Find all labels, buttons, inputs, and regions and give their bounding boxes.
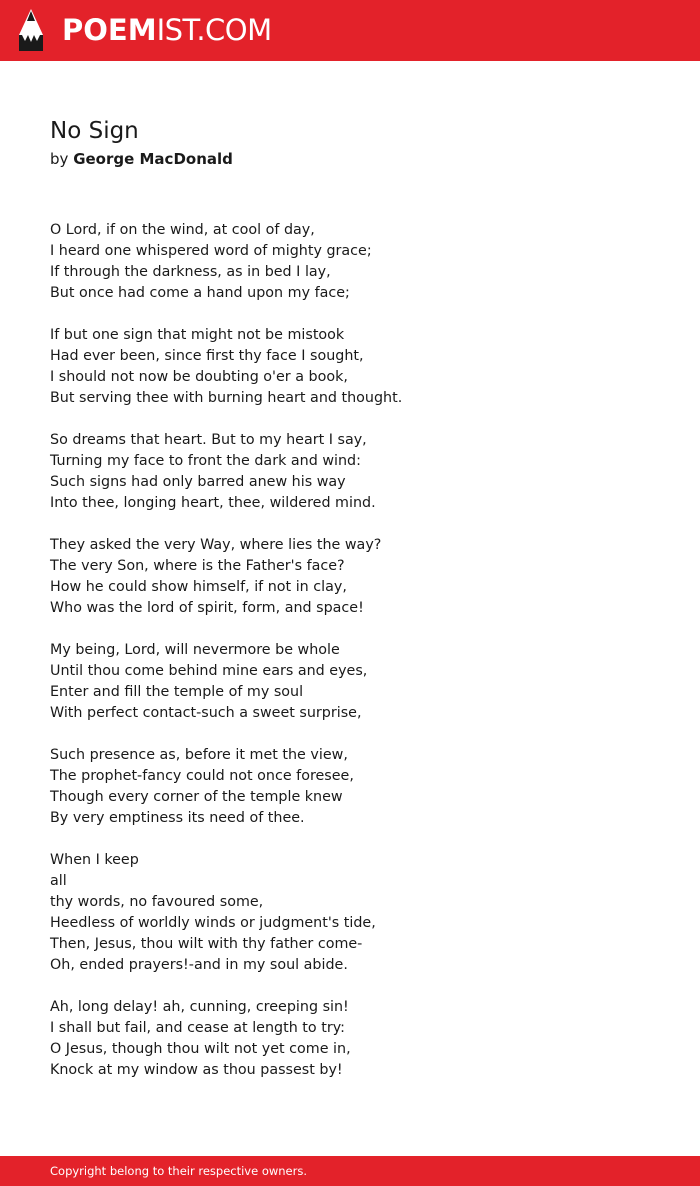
poem-line: But serving thee with burning heart and thought. bbox=[50, 390, 403, 406]
poem-line: If but one sign that might not be mistook bbox=[50, 327, 345, 343]
poem-line: By very emptiness its need of thee. bbox=[50, 810, 305, 826]
by-label: by bbox=[50, 150, 69, 168]
poem-stanza bbox=[50, 535, 650, 619]
poem-line: Turning my face to front the dark and wind: bbox=[50, 453, 361, 469]
poem-line: But once had come a hand upon my face; bbox=[50, 285, 350, 301]
poem-line: Heedless of worldly winds or judgment's tide, bbox=[50, 915, 376, 931]
logo-text-bold: POEM bbox=[62, 13, 157, 47]
poem-stanza bbox=[50, 325, 650, 409]
poem-line: Oh, ended prayers!-and in my soul abide. bbox=[50, 957, 348, 973]
poem-stanza bbox=[50, 997, 650, 1081]
pen-nib-icon bbox=[18, 9, 44, 51]
poem-line: I should not now be doubting o'er a book, bbox=[50, 369, 348, 385]
logo-text-light: IST.COM bbox=[156, 13, 272, 47]
poem-line: Who was the lord of spirit, form, and space! bbox=[50, 600, 364, 616]
poem-title: No Sign bbox=[50, 118, 139, 144]
poem-line: I shall but fail, and cease at length to try: bbox=[50, 1020, 345, 1036]
poem-line: If through the darkness, as in bed I lay, bbox=[50, 264, 331, 280]
poem-line: Into thee, longing heart, thee, wildered mind. bbox=[50, 495, 376, 511]
poem-line: My being, Lord, will nevermore be whole bbox=[50, 642, 340, 658]
poem-author: George MacDonald bbox=[73, 150, 233, 168]
poem-line: Had ever been, since first thy face I sought, bbox=[50, 348, 364, 364]
poem-line: O Lord, if on the wind, at cool of day, bbox=[50, 222, 315, 238]
poem-line: Such presence as, before it met the view, bbox=[50, 747, 348, 763]
poem-line: Enter and fill the temple of my soul bbox=[50, 684, 304, 700]
poem-line: The prophet-fancy could not once foresee, bbox=[50, 768, 354, 784]
poem-line: thy words, no favoured some, bbox=[50, 894, 264, 910]
poem-line: Until thou come behind mine ears and eyes, bbox=[50, 663, 368, 679]
poem-stanza bbox=[50, 430, 650, 514]
poem-line: Though every corner of the temple knew bbox=[50, 789, 343, 805]
poem-stanza bbox=[50, 220, 650, 304]
poem-stanza bbox=[50, 745, 650, 829]
poem-line: I heard one whispered word of mighty grace; bbox=[50, 243, 372, 259]
footer-copyright: Copyright belong to their respective owners. bbox=[50, 1164, 308, 1178]
poem-line: So dreams that heart. But to my heart I say, bbox=[50, 432, 367, 448]
poem-line: Ah, long delay! ah, cunning, creeping sin! bbox=[50, 999, 349, 1015]
poem-content bbox=[50, 116, 650, 1102]
poem-line: Then, Jesus, thou wilt with thy father come- bbox=[50, 936, 363, 952]
poem-line: The very Son, where is the Father's face? bbox=[50, 558, 345, 574]
poem-line: O Jesus, though thou wilt not yet come in, bbox=[50, 1041, 351, 1057]
site-header bbox=[0, 0, 700, 61]
poem-body bbox=[50, 220, 650, 1081]
site-logo-link[interactable] bbox=[62, 12, 272, 48]
poem-line: all bbox=[50, 873, 67, 889]
poem-line: Knock at my window as thou passest by! bbox=[50, 1062, 343, 1078]
poem-line: With perfect contact-such a sweet surprise, bbox=[50, 705, 362, 721]
poem-line: Such signs had only barred anew his way bbox=[50, 474, 346, 490]
poem-stanza bbox=[50, 640, 650, 724]
poem-line: How he could show himself, if not in clay, bbox=[50, 579, 347, 595]
poem-stanza bbox=[50, 850, 650, 976]
poem-line: They asked the very Way, where lies the way? bbox=[50, 537, 382, 553]
site-footer bbox=[0, 1156, 700, 1186]
poem-byline bbox=[50, 148, 650, 170]
poem-line: When I keep bbox=[50, 852, 139, 868]
